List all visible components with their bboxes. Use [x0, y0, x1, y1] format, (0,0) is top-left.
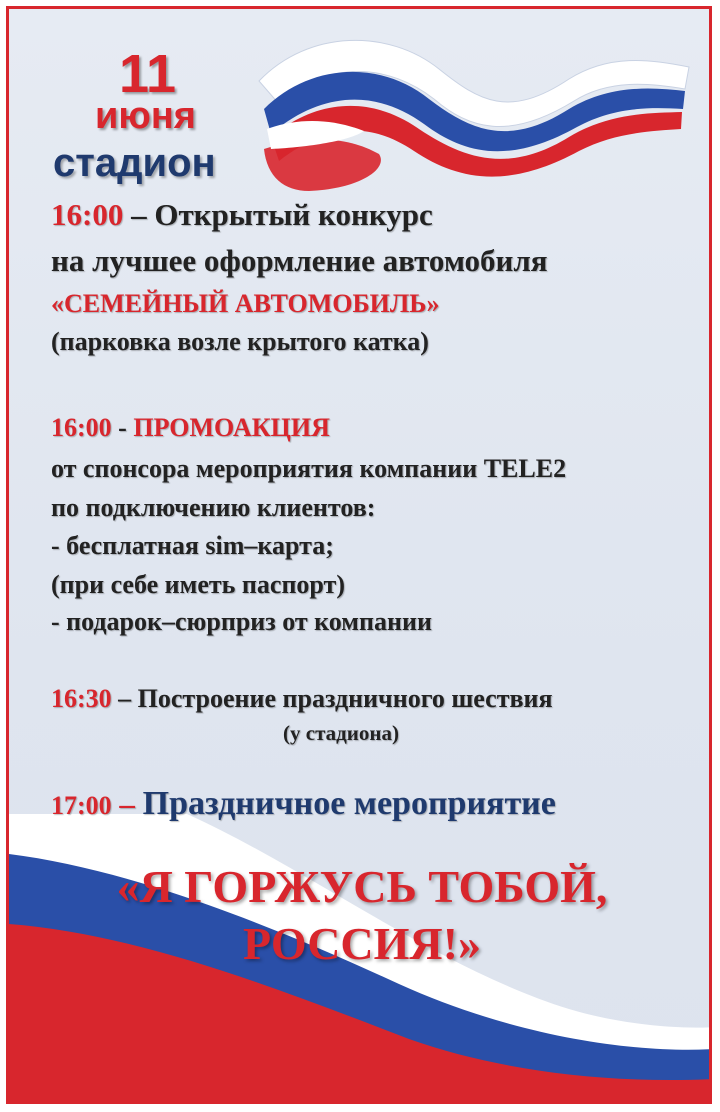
event1-line2: на лучшее оформление автомобиля [51, 243, 548, 278]
event2-item1: - бесплатная sim–карта; [51, 531, 334, 560]
event3-title [51, 686, 553, 712]
event2-time: 16:00 [51, 413, 112, 442]
event1-name: «СЕМЕЙНЫЙ АВТОМОБИЛЬ» [51, 289, 440, 318]
event4-time: 17:00 [51, 791, 112, 820]
event1-time: 16:00 [51, 197, 124, 232]
event4-title-text: Праздничное мероприятие [142, 785, 556, 822]
event1-location: (парковка возле крытого катка) [51, 327, 429, 356]
event2-item1-note: (при себе иметь паспорт) [51, 570, 345, 599]
event3-title-text: – Построение праздничного шествия [111, 684, 553, 713]
date-day: 11 [119, 44, 177, 104]
event2-line2: от спонсора мероприятия компании TELE2 [51, 454, 567, 483]
slogan-line1: «Я ГОРЖУСЬ ТОБОЙ, [116, 861, 608, 912]
event3-time: 16:30 [51, 684, 112, 713]
event-poster [6, 6, 712, 1104]
event2-title-text: ПРОМОАКЦИЯ [133, 413, 330, 442]
event4-title [51, 787, 556, 821]
event3-location: (у стадиона) [283, 721, 399, 745]
event1-title-text: – Открытый конкурс [123, 197, 433, 232]
event4-dash: – [111, 786, 143, 821]
venue-label: стадион [53, 141, 216, 185]
event1-title [51, 199, 433, 230]
event2-item2: - подарок–сюрприз от компании [51, 607, 432, 636]
event2-title [51, 415, 330, 441]
event2-dash: - [111, 413, 134, 442]
event2-line3: по подключению клиентов: [51, 493, 376, 522]
slogan-line2: РОССИЯ!» [243, 918, 481, 969]
date-month: июня [95, 95, 196, 137]
